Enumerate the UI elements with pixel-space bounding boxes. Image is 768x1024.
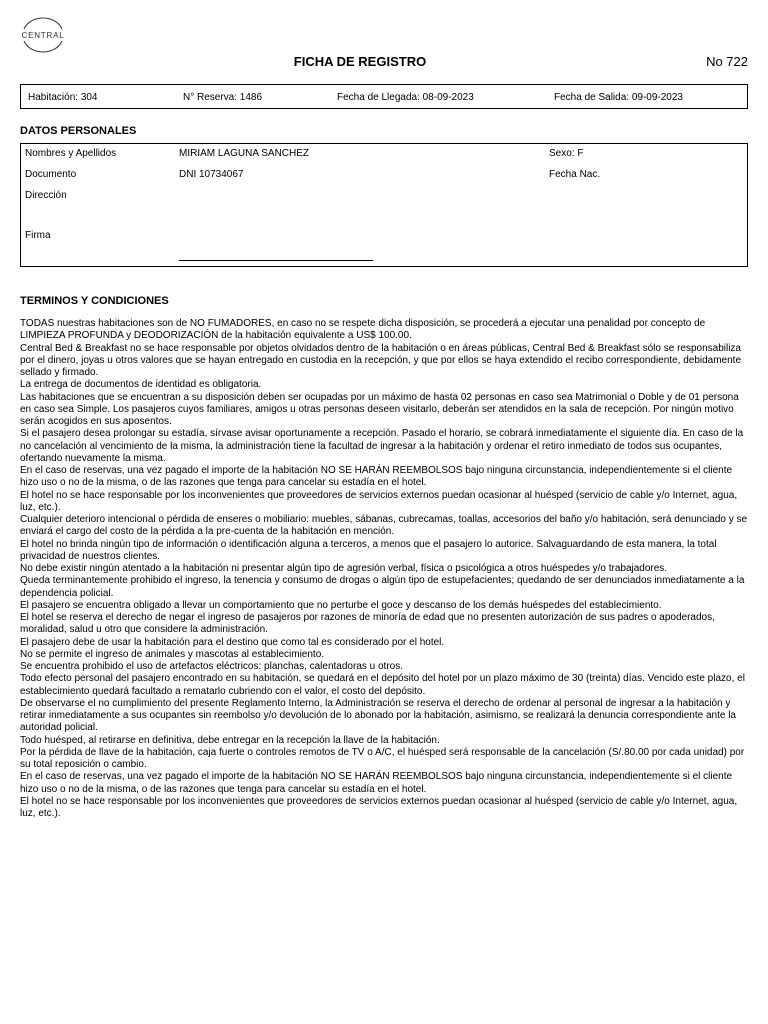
terms-paragraph: Las habitaciones que se encuentran a su disposición deben ser ocupadas por un máximo de hasta 02 personas en caso sea Matrimonial o Doble y de 01 persona en caso sea Simple. Los pasajeros cuyos familiares, amigos u otras personas deseen visitarlo, deberán ser atendidos en la sala de recepción. Por ningún motivo serán acogidos en sus aposentos.	[20, 391, 739, 427]
document-value: DNI 10734067	[179, 169, 244, 180]
terms-paragraph: El hotel no se hace responsable por los inconvenientes que proveedores de servicios externos puedan ocasionar al huésped (servicio de cable y/o Internet, agua, luz, etc.).	[20, 795, 738, 819]
terms-paragraph: No se permite el ingreso de animales y mascotas al establecimiento.	[20, 648, 325, 660]
terms-paragraph: El hotel se reserva el derecho de negar el ingreso de pasajeros por razones de minoría de edad que no presenten autorización de sus padres o apoderados, moralidad, salud u otro que considere la administración.	[20, 612, 715, 636]
terms-paragraph: No debe existir ningún atentado a la habitación ni presentar algún tipo de agresión verbal, física o psicológica a otros huéspedes y/o trabajadores.	[20, 563, 668, 574]
name-value: MIRIAM LAGUNA SANCHEZ	[179, 148, 310, 159]
terms-paragraph: Queda terminantemente prohibido el ingreso, la tenencia y consumo de drogas o algún tipo de estupefacientes; quedando de ser denunciados inmediatamente a la dependencia policial.	[20, 575, 745, 599]
personal-section-title: DATOS PERSONALES	[20, 125, 137, 137]
reservation-value: 1486	[239, 92, 263, 103]
name-label: Nombres y Apellidos	[25, 148, 117, 159]
logo-wordmark: CENTRAL	[21, 31, 65, 40]
terms-paragraph: Si el pasajero desea prolongar su estadía, sírvase avisar oportunamente a recepción. Pasado el horario, se cobrará inmediatamente el siguiente día. En caso de la no cancelación al vencimiento de la misma, la administración tiene la facultad de ingresar a la habitación y ordenar el retiro inmediato de todos sus ocupantes, ofertando nuevamente la misma.	[20, 428, 744, 464]
document-label: Documento	[25, 169, 77, 180]
departure-value: 09-09-2023	[631, 92, 683, 103]
address-label: Dirección	[25, 190, 67, 201]
terms-paragraph: Todo huésped, al retirarse en definitiva, debe entregar en la recepción la llave de la habitación.	[20, 734, 440, 746]
form-number: No 722	[706, 54, 748, 69]
terms-paragraph: El pasajero se encuentra obligado a llevar un comportamiento que no perturbe el goce y descanso de los demás huéspedes del establecimiento.	[20, 599, 662, 611]
terms-body	[20, 318, 750, 820]
stay-info-box	[20, 84, 748, 109]
sex-field: Sexo: F	[549, 148, 584, 159]
personal-data-box	[20, 143, 748, 267]
terms-paragraph: En el caso de reservas, una vez pagado el importe de la habitación NO SE HARÁN REEMBOLSOS bajo ninguna circunstancia, independientemente si el cliente hizo uso o no de la misma, o de las razones que tenga para cancelar su estadía en el hotel.	[20, 771, 733, 795]
terms-paragraph: En el caso de reservas, una vez pagado el importe de la habitación NO SE HARÁN REEMBOLSOS bajo ninguna circunstancia, independientemente si el cliente hizo uso o no de la misma, o de las razones que tenga para cancelar su estadía en el hotel.	[20, 465, 733, 489]
central-logo	[14, 14, 72, 58]
sex-value: F	[577, 148, 584, 159]
terms-paragraph: El hotel no brinda ningún tipo de información o identificación alguna a terceros, a menos que el pasajero lo autorice. Salvaguardando de esta manera, la total privacidad de nuestros clientes.	[20, 538, 717, 562]
departure-field: Fecha de Salida: 09-09-2023	[554, 92, 683, 103]
signature-label: Firma	[25, 230, 51, 241]
room-value: 304	[80, 92, 98, 103]
terms-paragraph: El pasajero debe de usar la habitación para el destino que como tal es considerado por el hotel.	[20, 636, 445, 648]
signature-line	[179, 260, 373, 261]
terms-paragraph: Cualquier deterioro intencional o pérdida de enseres o mobiliario: muebles, sábanas, cubrecamas, toallas, accesorios del baño y/o habitación, será denunciado y se enviará el cargo del costo de la pérdida a la pre-cuenta de la habitación en mención.	[20, 514, 748, 538]
room-field: Habitación: 304	[28, 92, 98, 103]
terms-paragraph: Central Bed & Breakfast no se hace responsable por objetos olvidados dentro de la habitación o en áreas públicas, Central Bed & Breakfast sólo se responsabiliza por el dinero, joyas u otros valores que se hayan entregado en custodia en la recepción, y que por ellos se haya extendido el recibo correspondiente, debidamente sellado y firmado.	[20, 342, 742, 378]
terms-paragraph: TODAS nuestras habitaciones son de NO FUMADORES, en caso no se respete dicha disposición, se procederá a ejecutar una penalidad por concepto de LIMPIEZA PROFUNDA y DEODORIZACIÓN de la habitación equivalente a US$ 100.00.	[20, 318, 706, 342]
terms-paragraph: Todo efecto personal del pasajero encontrado en su habitación, se quedará en el depósito del hotel por un plazo máximo de 30 (treinta) días. Vencido este plazo, el establecimiento quedará facultado a rematarlo cubriendo con el valor, el costo del depósito.	[20, 673, 745, 697]
terms-section-title: TERMINOS Y CONDICIONES	[20, 295, 169, 307]
terms-paragraph: De observarse el no cumplimiento del presente Reglamento Interno, la Administración se reserva el derecho de ordenar al personal de ingresar a la habitación y retirar inmediatamente a sus ocupantes sin reembolso y/o devolución de lo abonado por la habitación, asimismo, se realizará la denuncia correspondiente ante la autoridad policial.	[20, 697, 736, 734]
terms-paragraph: Por la pérdida de llave de la habitación, caja fuerte o controles remotos de TV o A/C, el huésped será responsable de la cancelación (S/.80.00 por cada unidad) por su total reposición o cambio.	[20, 746, 745, 770]
form-title: FICHA DE REGISTRO	[293, 54, 427, 69]
birth-date-label: Fecha Nac.	[549, 169, 601, 180]
reservation-field: N° Reserva: 1486	[183, 92, 263, 103]
terms-paragraph: Se encuentra prohibido el uso de artefactos eléctricos: planchas, calentadoras u otros.	[20, 661, 404, 672]
terms-paragraph: La entrega de documentos de identidad es obligatoria.	[20, 379, 262, 391]
terms-paragraph: El hotel no se hace responsable por los inconvenientes que proveedores de servicios externos puedan ocasionar al huésped (servicio de cable y/o Internet, agua, luz, etc.).	[20, 489, 738, 513]
arrival-value: 08-09-2023	[422, 92, 474, 103]
arrival-field: Fecha de Llegada: 08-09-2023	[337, 92, 474, 103]
